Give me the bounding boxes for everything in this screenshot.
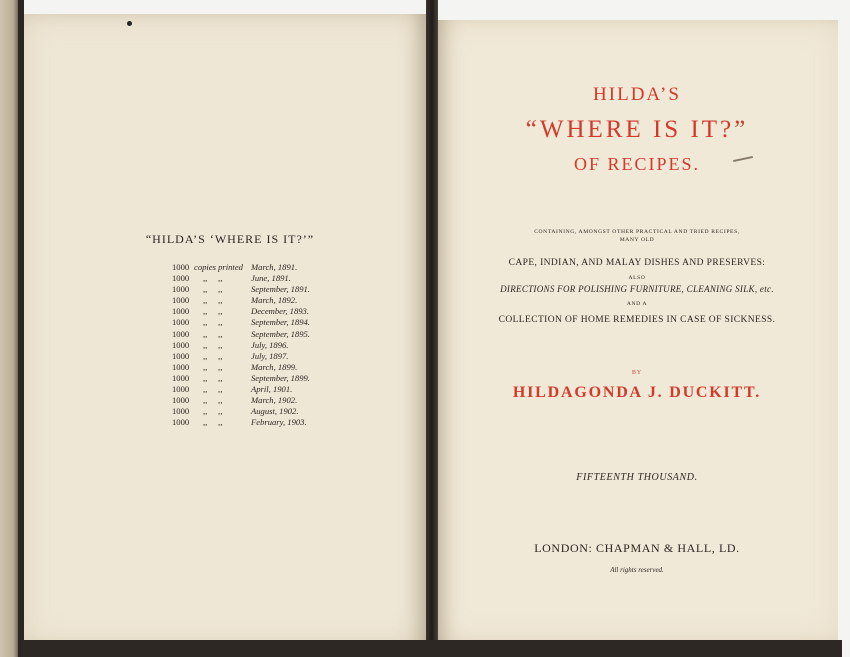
printing-quantity: 1000 <box>172 295 190 306</box>
printing-date: April, 1901. <box>251 384 293 395</box>
printing-quantity: 1000 <box>172 361 190 372</box>
pinhole-mark <box>127 21 132 26</box>
subtitle-many-old: MANY OLD <box>619 237 655 243</box>
printing-quantity: 1000 <box>172 262 190 272</box>
printing-date: September, 1894. <box>251 317 310 328</box>
printing-quantity: 1000 <box>172 339 190 350</box>
printing-ditto: copies printed <box>194 262 243 272</box>
printing-row <box>172 362 342 373</box>
printing-quantity: 1000 <box>172 384 190 395</box>
printing-date: March, 1891. <box>251 262 298 272</box>
printing-row <box>172 329 342 340</box>
printing-date: March, 1892. <box>251 295 298 306</box>
author-name: HILDAGONDA J. DUCKITT. <box>512 384 762 401</box>
printing-quantity: 1000 <box>172 417 190 428</box>
printing-date: September, 1891. <box>251 284 310 295</box>
title-line-3: OF RECIPES. <box>573 154 701 174</box>
printing-row <box>172 284 342 295</box>
printing-row <box>172 384 342 395</box>
printing-ditto: ,, ,, <box>203 295 223 306</box>
title-line-1: HILDA’S <box>593 84 681 105</box>
printing-date: July, 1896. <box>251 339 289 350</box>
printing-ditto: ,, ,, <box>203 417 223 428</box>
printing-history-list <box>172 262 342 428</box>
printing-quantity: 1000 <box>172 284 190 295</box>
printing-history-title: “HILDA’S ‘WHERE IS IT?’” <box>145 232 315 246</box>
printing-row <box>172 273 342 284</box>
printing-ditto: ,, ,, <box>203 395 223 406</box>
title-line-2: “WHERE IS IT?” <box>525 116 749 143</box>
rights-notice: All rights reserved. <box>610 566 664 574</box>
printing-ditto: ,, ,, <box>203 350 223 361</box>
printing-quantity: 1000 <box>172 395 190 406</box>
printing-ditto: ,, ,, <box>203 284 223 295</box>
printing-quantity: 1000 <box>172 372 190 383</box>
printing-quantity: 1000 <box>172 328 190 339</box>
printing-row <box>172 306 342 317</box>
printing-ditto: ,, ,, <box>203 306 223 317</box>
printing-quantity: 1000 <box>172 350 190 361</box>
printing-row <box>172 351 342 362</box>
printing-date: July, 1897. <box>251 350 289 361</box>
printing-date: September, 1899. <box>251 372 310 383</box>
printing-date: June, 1891. <box>251 273 291 284</box>
printing-row <box>172 295 342 306</box>
publisher-line: LONDON: CHAPMAN & HALL, LD. <box>534 541 740 555</box>
printing-ditto: ,, ,, <box>203 406 223 417</box>
printing-ditto: ,, ,, <box>203 317 223 328</box>
by-label: BY <box>631 370 643 376</box>
printing-row <box>172 395 342 406</box>
printing-ditto: ,, ,, <box>203 384 223 395</box>
printing-row <box>172 373 342 384</box>
subtitle-and-a: AND A <box>626 301 648 307</box>
printing-ditto: ,, ,, <box>203 328 223 339</box>
subtitle-containing: CONTAINING, AMONGST OTHER PRACTICAL AND TRIED RECIPES, <box>534 229 740 235</box>
subtitle-directions: DIRECTIONS FOR POLISHING FURNITURE, CLEANING SILK, etc. <box>500 284 774 294</box>
subtitle-cape-indian-malay: CAPE, INDIAN, AND MALAY DISHES AND PRESERVES: <box>508 258 766 268</box>
printing-ditto: ,, ,, <box>203 339 223 350</box>
printing-quantity: 1000 <box>172 273 190 284</box>
subtitle-also: ALSO <box>628 275 646 281</box>
printing-ditto: ,, ,, <box>203 372 223 383</box>
printing-row <box>172 317 342 328</box>
printing-date: December, 1893. <box>251 306 309 317</box>
bottom-cover-edge <box>22 640 842 657</box>
printing-row <box>172 406 342 417</box>
printing-row <box>172 340 342 351</box>
printing-date: March, 1902. <box>251 395 298 406</box>
printing-date: March, 1899. <box>251 361 298 372</box>
printing-date: August, 1902. <box>251 406 299 417</box>
printing-ditto: ,, ,, <box>203 273 223 284</box>
printing-date: September, 1895. <box>251 328 310 339</box>
printing-row <box>172 262 342 273</box>
printing-quantity: 1000 <box>172 306 190 317</box>
printing-quantity: 1000 <box>172 406 190 417</box>
subtitle-home-remedies: COLLECTION OF HOME REMEDIES IN CASE OF SICKNESS. <box>498 315 776 325</box>
printing-date: February, 1903. <box>251 417 307 428</box>
printing-ditto: ,, ,, <box>203 361 223 372</box>
printing-quantity: 1000 <box>172 317 190 328</box>
printing-row <box>172 417 342 428</box>
edition-label: FIFTEENTH THOUSAND. <box>576 472 698 483</box>
